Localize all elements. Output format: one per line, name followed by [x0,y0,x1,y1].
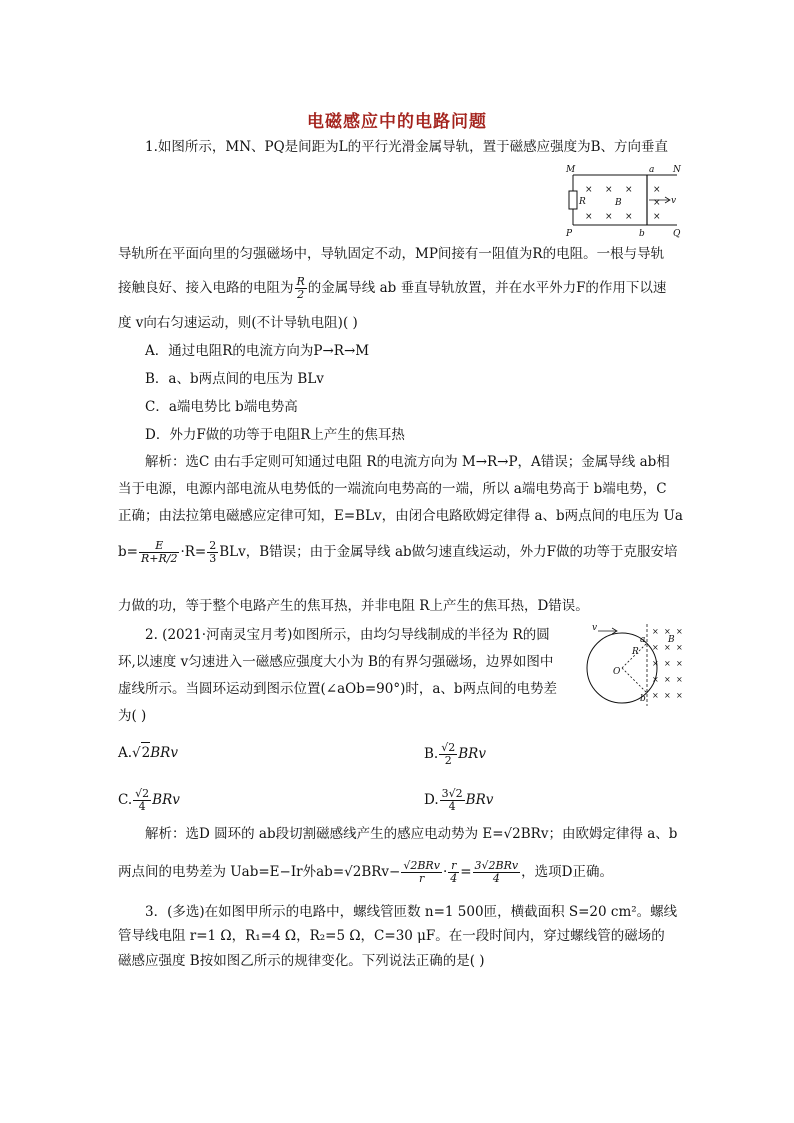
q1-solution-line-3: 正确；由法拉第电磁感应定律可知，E=BLv，由闭合电路欧姆定律得 a、b两点间的电压为 Ua [118,508,683,524]
q2-solution-line-1: 解析：选D 圆环的 ab段切割磁感线产生的感应电动势为 E=√2BRv；由欧姆定律得 a、b [145,826,678,842]
svg-text:×: × [664,675,671,684]
q1-option-b: B．a、b两点间的电压为 BLv [145,371,324,387]
q3-line-3: 磁感应强度 B按如图乙所示的规律变化。下列说法正确的是( ) [118,953,485,969]
svg-text:×: × [585,212,593,222]
q2-line-3: 虚线所示。当圆环运动到图示位置(∠aOb=90°)时，a、b两点间的电势差 [118,681,558,697]
q1-solution-line-2: 当于电源，电源内部电流从电势低的一端流向电势高的一端，所以 a端电势高于 b端电势，C [118,481,667,497]
svg-text:×: × [625,185,633,195]
svg-text:×: × [676,643,683,652]
q2-solution-line-2: 两点间的电势差为 Uab=E−Ir外ab=√2BRv− $\frac{\text{√2BRv}}{r}$ · $\frac{r}{4}$ = $\frac{\text{3√2BRv}}{4}$ ，选项D正确。 [118,859,613,885]
svg-text:×: × [653,185,661,195]
svg-text:×: × [605,185,613,195]
q2-option-d: D. $\frac{3√2}{4}$ BRv [424,787,494,813]
q1-option-c: C．a端电势比 b端电势高 [145,399,298,415]
label-Q: Q [673,229,681,239]
svg-text:×: × [652,659,659,668]
q2-option-c: C. $\frac{√2}{4}$ BRv [118,787,180,813]
svg-text:×: × [585,185,593,195]
label-v: v [592,623,598,633]
svg-text:×: × [664,643,671,652]
svg-text:×: × [652,691,659,700]
svg-text:×: × [676,691,683,700]
q1-line-2: 导轨所在平面向里的匀强磁场中，导轨固定不动，MP间接有一阻值为R的电阻。一根与导轨 [118,246,665,262]
svg-text:×: × [664,627,671,636]
label-R: R [579,197,586,207]
page-title: 电磁感应中的电路问题 [307,112,487,132]
label-v: v [671,196,677,206]
svg-text:×: × [653,198,661,208]
q1-line-4: 度 v向右匀速运动，则(不计导轨电阻)( ) [118,315,358,331]
q3-line-2: 管导线电阻 r=1 Ω，R₁=4 Ω，R₂=5 Ω，C=30 μF。在一段时间内，穿过螺线管的磁场的 [118,928,665,944]
label-b: b [640,694,646,704]
svg-text:×: × [652,643,659,652]
svg-text:×: × [652,675,659,684]
svg-text:×: × [664,691,671,700]
svg-text:×: × [625,212,633,222]
q1-line-1: 1.如图所示，MN、PQ是间距为L的平行光滑金属导轨，置于磁感应强度为B、方向垂直 [145,139,669,155]
q1-solution-line-5: 力做的功，等于整个电路产生的焦耳热，并非电阻 R上产生的焦耳热，D错误。 [118,598,589,614]
svg-text:×: × [653,212,661,222]
q2-ring-figure [580,622,685,707]
label-a: a [640,635,646,645]
q2-option-b: B. $\frac{√2}{2}$ BRv [424,741,486,767]
q1-solution-line-4: b= $\frac{E}{R+R/2}$ ·R= $\frac{2}{3}$ BLv，B错误；由于金属导线 ab做匀速直线运动，外力F做的功等于克服安培 [118,539,678,565]
svg-text:×: × [652,627,659,636]
q2-line-2: 环,以速度 v匀速进入一磁感应强度大小为 B的有界匀强磁场，边界如图中 [118,654,554,670]
label-B: B [668,635,675,645]
q2-line-1: 2. (2021·河南灵宝月考)如图所示，由均匀导线制成的半径为 R的圆 [145,627,550,643]
svg-text:×: × [676,659,683,668]
label-B: B [615,198,622,208]
svg-text:×: × [676,675,683,684]
q1-option-d: D．外力F做的功等于电阻R上产生的焦耳热 [145,427,405,443]
q1-circuit-figure [565,163,685,243]
label-N: N [673,165,681,175]
svg-text:×: × [605,212,613,222]
label-O: O [613,667,621,677]
label-R: R [632,647,639,657]
label-b: b [639,229,645,239]
svg-text:×: × [676,627,683,636]
q1-solution-line-1: 解析：选C 由右手定则可知通过电阻 R的电流方向为 M→R→P，A错误；金属导线 ab相 [145,454,670,470]
label-P: P [566,229,573,239]
label-M: M [566,165,576,175]
svg-text:×: × [664,659,671,668]
q1-line-3: 接触良好、接入电路的电阻为 $\frac{R}{2}$ 的金属导线 ab 垂直导轨放置，并在水平外力F的作用下以速 [118,275,667,301]
q2-option-a: A.√2BRv [118,742,178,763]
resistor-symbol [569,191,577,209]
label-a: a [649,165,655,175]
q2-line-4: 为( ) [118,708,147,724]
q1-option-a: A．通过电阻R的电流方向为P→R→M [145,343,370,359]
q3-line-1: 3．(多选)在如图甲所示的电路中，螺线管匝数 n=1 500匝，横截面积 S=20 cm²。螺线 [145,904,678,920]
